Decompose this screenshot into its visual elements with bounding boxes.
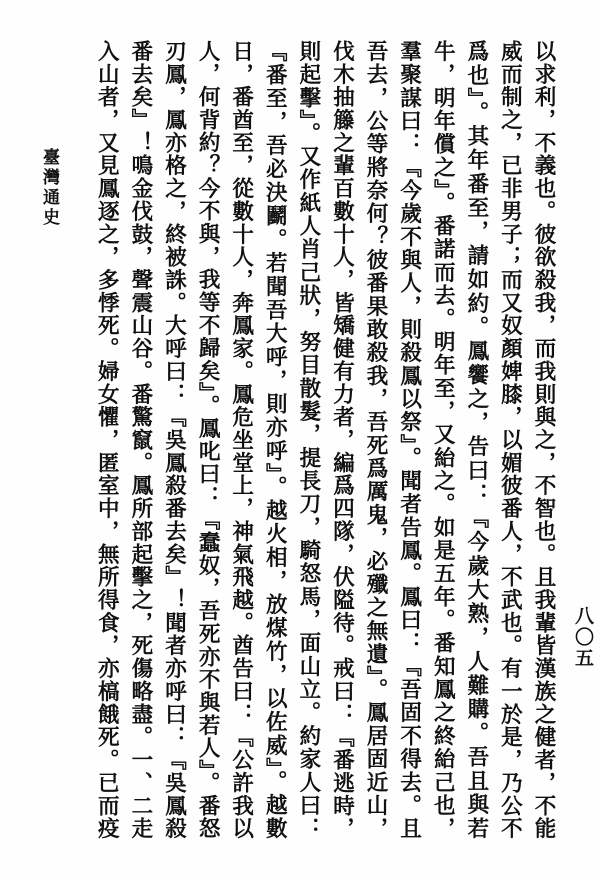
running-title: 臺灣通史 (39, 148, 59, 228)
body-text: 以求利，不義也。彼欲殺我，而我則與之，不智也。且我輩皆漢族之健者，不能威而制之，已非男子；而又奴顏婢膝，以媚彼番人，不武也。有一於是，乃公不爲也』。其年番至，請如約。鳳饗之，告曰：『今歲大熟，人難購。吾且與若牛，明年償之』。番諾而去。明年至，又紿之。如是五年。番知鳳之終紿己也，羣聚謀曰：『今歲不與人，則殺鳳以祭』。聞者告鳳。鳳曰：『吾固不得去。且吾去，公等將奈何？彼番果敢殺我，吾死爲厲鬼，必殲之無遺』。鳳居固近山，伐木抽籐之輩百數十人，皆矯健有力者，編爲四隊，伏隘待。戒曰：『番逃時，則起擊』。又作紙人肖己狀，努目散髮，提長刀，騎怒馬，面山立。約家人曰：『番至，吾必決鬬。若聞吾大呼，則亦呼』。越火相，放煤竹，以佐威』。越數日，番酋至，從數十人，奔鳳家。鳳危坐堂上，神氣飛越。酋告曰：『公許我以人，何背約？今不與，我等不歸矣』。鳳叱曰：『蠢奴，吾死亦不與若人』。番怒刃鳳，鳳亦格之，終被誅。大呼曰：『吳鳳殺番去矣』！聞者亦呼曰：『吳鳳殺番去矣』！鳴金伐鼓，聲震山谷。番驚竄。鳳所部起擊之，死傷略盡。一、二走入山者，又見鳳逐之，多悸死。婦女懼，匿室中，無所得食，亦槁餓死。已而疫 (94, 40, 556, 840)
page-number: 八〇五 (572, 606, 594, 669)
